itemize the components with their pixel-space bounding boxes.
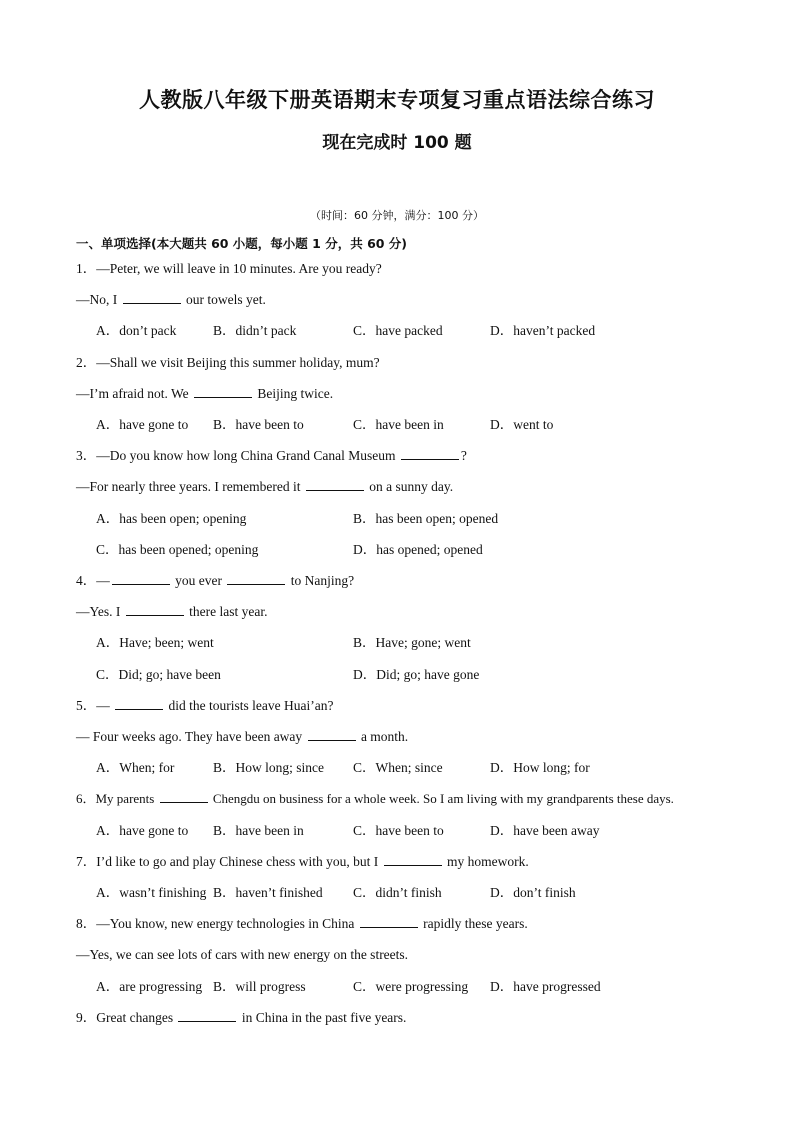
question-6-stem: 6．My parents Chengdu on business for a whole week. So I am living with my grandparents these days. [76, 791, 674, 806]
question-2-answer-line: —I’m afraid not. We Beijing twice. [76, 386, 334, 401]
question-4-option-c[interactable]: C．Did; go; have been [96, 667, 221, 682]
question-4-option-b[interactable]: B．Have; gone; went [353, 635, 471, 650]
question-8-answer-line: —Yes, we can see lots of cars with new energy on the streets. [76, 947, 409, 962]
question-1-option-c[interactable]: C．have packed [353, 323, 443, 338]
question-6-option-a[interactable]: A．have gone to [96, 823, 189, 838]
question-2-option-d[interactable]: D．went to [490, 417, 554, 432]
question-9-stem: 9．Great changes in China in the past five years. [76, 1010, 407, 1025]
answer-blank[interactable] [194, 385, 252, 398]
question-8-option-b[interactable]: B．will progress [213, 979, 306, 994]
question-1-option-b[interactable]: B．didn’t pack [213, 323, 297, 338]
question-6-option-d[interactable]: D．have been away [490, 823, 600, 838]
question-1-option-a[interactable]: A．don’t pack [96, 323, 177, 338]
answer-blank[interactable] [126, 603, 184, 616]
page-title: 人教版八年级下册英语期末专项复习重点语法综合练习 [139, 88, 655, 112]
question-3-stem: 3．—Do you know how long China Grand Canal Museum ? [76, 448, 467, 463]
answer-blank[interactable] [384, 853, 442, 866]
question-2-option-c[interactable]: C．have been in [353, 417, 444, 432]
answer-blank[interactable] [123, 291, 181, 304]
question-7-stem: 7．I’d like to go and play Chinese chess with you, but I my homework. [76, 854, 529, 869]
question-8-option-d[interactable]: D．have progressed [490, 979, 601, 994]
question-5-stem: 5．— did the tourists leave Huai’an? [76, 698, 334, 713]
question-6-option-c[interactable]: C．have been to [353, 823, 444, 838]
question-2-stem: 2．—Shall we visit Beijing this summer holiday, mum? [76, 355, 380, 370]
answer-blank[interactable] [160, 790, 208, 803]
answer-blank[interactable] [360, 915, 418, 928]
question-7-option-a[interactable]: A．wasn’t finishing [96, 885, 207, 900]
question-3-option-c[interactable]: C．has been opened; opening [96, 542, 259, 557]
question-7-option-d[interactable]: D．don’t finish [490, 885, 576, 900]
question-5-option-d[interactable]: D．How long; for [490, 760, 590, 775]
question-5-answer-line: — Four weeks ago. They have been away a month. [76, 729, 409, 744]
question-1-stem: 1．—Peter, we will leave in 10 minutes. Are you ready? [76, 261, 382, 276]
question-7-option-c[interactable]: C．didn’t finish [353, 885, 442, 900]
question-3-option-a[interactable]: A．has been open; opening [96, 511, 247, 526]
answer-blank[interactable] [112, 572, 170, 585]
question-5-option-a[interactable]: A．When; for [96, 760, 175, 775]
question-4-stem: 4．— you ever to Nanjing? [76, 573, 355, 588]
question-6-option-b[interactable]: B．have been in [213, 823, 304, 838]
question-4-option-a[interactable]: A．Have; been; went [96, 635, 214, 650]
question-2-option-b[interactable]: B．have been to [213, 417, 304, 432]
answer-blank[interactable] [401, 447, 459, 460]
question-8-stem: 8．—You know, new energy technologies in China rapidly these years. [76, 916, 528, 931]
answer-blank[interactable] [308, 728, 356, 741]
question-1-answer-line: —No, I our towels yet. [76, 292, 266, 307]
question-5-option-b[interactable]: B．How long; since [213, 760, 324, 775]
page-subtitle: 现在完成时 100 题 [322, 133, 472, 153]
answer-blank[interactable] [115, 697, 163, 710]
section-heading: 一、单项选择(本大题共 60 小题，每小题 1 分，共 60 分) [76, 236, 408, 251]
question-2-option-a[interactable]: A．have gone to [96, 417, 189, 432]
question-7-option-b[interactable]: B．haven’t finished [213, 885, 323, 900]
question-3-option-b[interactable]: B．has been open; opened [353, 511, 499, 526]
exam-meta: （时间：60 分钟，满分：100 分） [310, 209, 484, 222]
question-4-answer-line: —Yes. I there last year. [76, 604, 268, 619]
question-8-option-a[interactable]: A．are progressing [96, 979, 203, 994]
answer-blank[interactable] [178, 1009, 236, 1022]
question-3-option-d[interactable]: D．has opened; opened [353, 542, 483, 557]
answer-blank[interactable] [306, 478, 364, 491]
question-5-option-c[interactable]: C．When; since [353, 760, 443, 775]
question-4-option-d[interactable]: D．Did; go; have gone [353, 667, 480, 682]
question-8-option-c[interactable]: C．were progressing [353, 979, 469, 994]
question-1-option-d[interactable]: D．haven’t packed [490, 323, 596, 338]
answer-blank[interactable] [227, 572, 285, 585]
question-3-answer-line: —For nearly three years. I remembered it on a sunny day. [76, 479, 454, 494]
